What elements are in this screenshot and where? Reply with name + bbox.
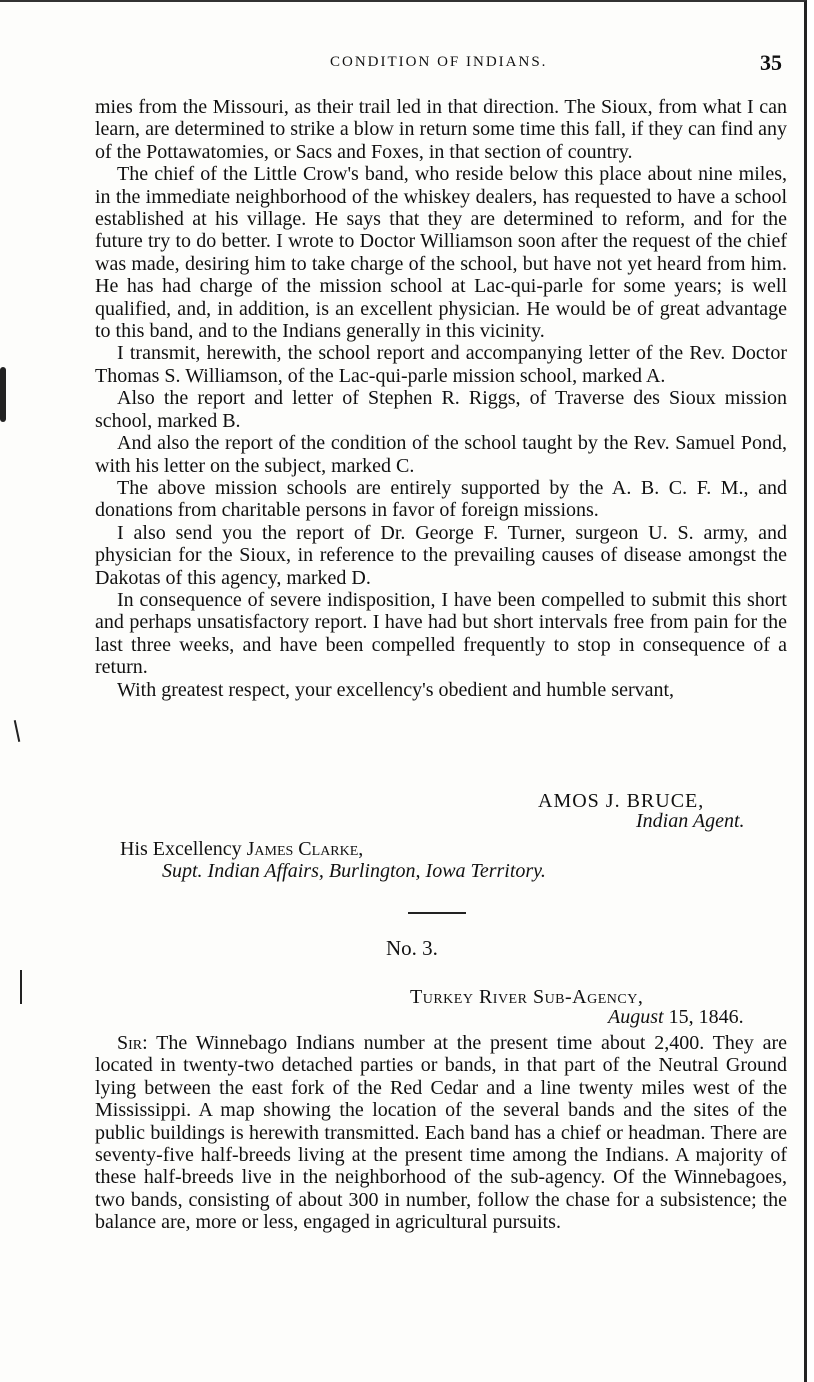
paragraph-report-a: I transmit, herewith, the school report and accompanying letter of the Rev. Doctor Thomas S. Williamson, of the Lac-qui-parle mission school, marked A. [95,342,787,387]
page-number: 35 [760,50,782,75]
scan-mark [0,367,6,422]
letter-date-rest: 15, 1846. [663,1006,744,1028]
second-letter-body [95,1032,787,1234]
paragraph-report-b: Also the report and letter of Stephen R. Riggs, of Traverse des Sioux mission school, marked B. [95,387,787,432]
paragraph-report-d: I also send you the report of Dr. George F. Turner, surgeon U. S. army, and physician for the Sioux, in reference to the prevailing causes of disease amongst the Dakotas of this agency, marked D. [95,521,787,589]
letter-date [608,1006,744,1029]
addressee-address: Supt. Indian Affairs, Burlington, Iowa Territory. [162,860,546,882]
paragraph-little-crow: The chief of the Little Crow's band, who reside below this place about nine miles, in the immediate neighborhood of the whiskey dealers, has requested to have a school established at his village. He says that they are determined to reform, and for the future try to do better. I wrote to Doctor Williamson soon after the request of the chief was made, desiring him to take charge of the school, but have not yet heard from him. He has had charge of the mission school at Lac-qui-parle for some years; is well qualified, and, in addition, is an excellent physician. He would be of great advantage to this band, and to the Indians generally in this vicinity. [95,163,787,343]
paragraph-mission-support: The above mission schools are entirely supported by the A. B. C. F. M., and donations from charitable persons in favor of foreign missions. [95,476,787,522]
document-number: No. 3. [386,936,438,960]
scan-mark [20,970,22,1004]
addressee-prefix: His Excellency [120,838,247,860]
signature-name: AMOS J. BRUCE, [538,790,705,812]
letter-location: Turkey River Sub-Agency, [410,986,644,1008]
addressee-name: James Clarke, [246,838,364,860]
second-letter-text: The Winnebago Indians number at the present time about 2,400. They are located in twenty-two detached parties or bands, in that part of the Neutral Ground lying between the east fork of the Red Cedar and a line twenty miles west of the Mississippi. A map showing the location of the several bands and the sites of the public buildings is herewith transmitted. Each band has a chief or headman. There are seventy-five half-breeds living at the present time among the Indians. A majority of these half-breeds live in the neighborhood of the sub-agency. Of the Winnebagoes, two bands, consisting of about 300 in number, follow the chase for a subsistence; the balance are, more or less, engaged in agricultural pursuits. [95,1032,787,1234]
paragraph-continuation: mies from the Missouri, as their trail led in that direction. The Sioux, from what I can learn, are determined to strike a blow in return some time this fall, if they can find any of the Pottawatomies, or Sacs and Foxes, in that section of country. [95,96,787,163]
paragraph-closing: With greatest respect, your excellency's obedient and humble servant, [117,678,675,701]
second-letter-paragraph [95,1032,787,1234]
running-head: CONDITION OF INDIANS. [330,54,548,70]
letter-date-month: August [608,1006,664,1028]
section-divider [408,912,466,914]
scan-mark [14,720,21,742]
paragraph-report-c: And also the report of the condition of the school taught by the Rev. Samuel Pond, with his letter on the subject, marked C. [95,432,787,477]
paragraph-indisposition: In consequence of severe indisposition, I have been compelled to submit this short and perhaps unsatisfactory report. I have had but short intervals free from pain for the last three weeks, and have been compelled frequently to stop in consequence of a return. [95,588,787,679]
addressee-line [120,838,363,861]
signature-title: Indian Agent. [636,810,745,832]
salutation: Sir: [117,1032,148,1054]
letter-body [95,96,787,701]
